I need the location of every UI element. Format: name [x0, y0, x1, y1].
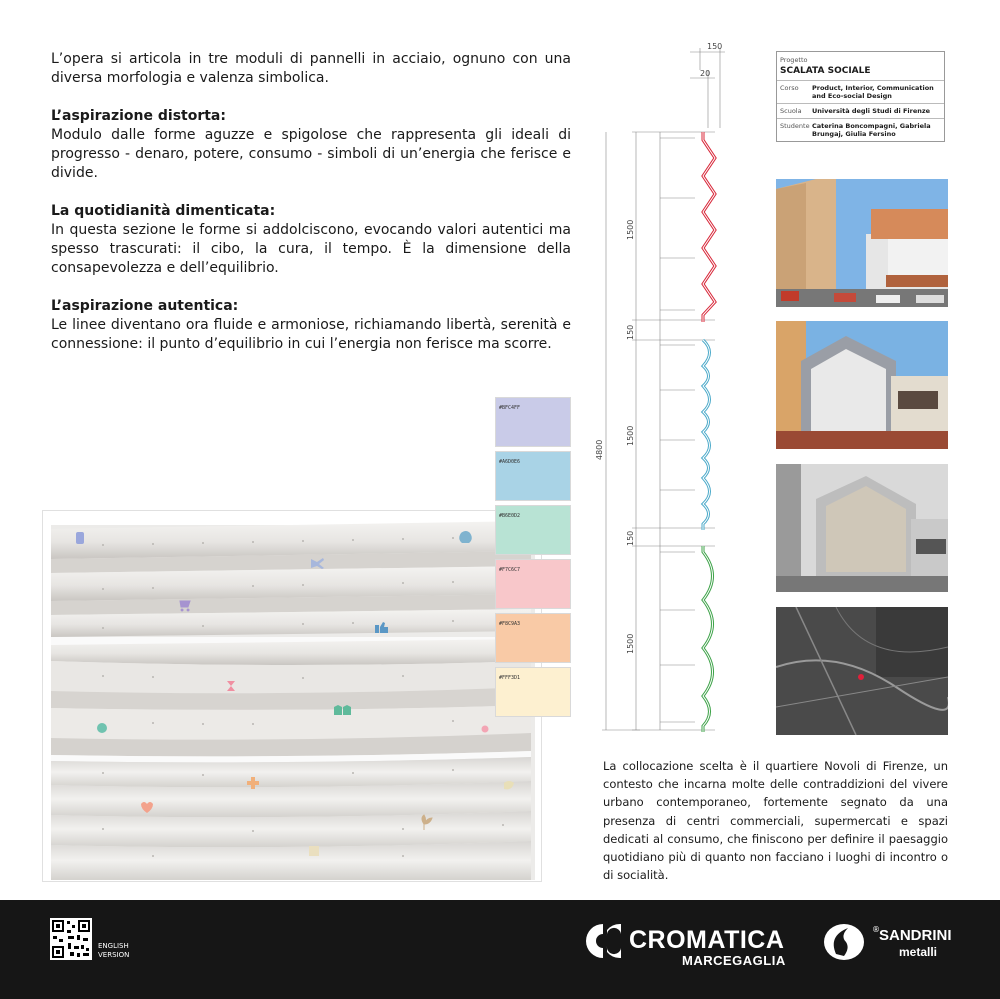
swatch-1-label: #BFC4FF	[499, 405, 521, 411]
intro-text	[51, 50, 571, 373]
dim-1500-bottom: 1500	[626, 633, 635, 654]
info-school	[777, 104, 944, 119]
photo-installation-day	[776, 321, 948, 449]
swatch-6-label: #FFF3D1	[499, 675, 521, 681]
qr-label-line-2: VERSION	[98, 951, 130, 959]
sandrini-mark-icon	[822, 922, 866, 962]
brain-icon	[97, 723, 107, 733]
location-description: La collocazione scelta è il quartiere Novoli di Firenze, un contesto che incarna molte delle contraddizioni del vivere urbano contemporaneo, fortemente segnato da una presenza di centri commerciali, supermercati e spazi dedicati al consumo, che finiscono per definire il paesaggio quotidiano più di quanto non facciano i luoghi di incontro o di socialità.	[603, 759, 948, 883]
sandrini-logo	[822, 922, 957, 967]
panel-render-image	[43, 511, 543, 883]
section-title-distorta: L’aspirazione distorta:	[51, 108, 226, 124]
footer	[0, 900, 1000, 999]
photo-street-view	[776, 179, 948, 307]
info-course-value: Product, Interior, Communication and Eco-social Design	[812, 84, 934, 100]
info-project	[777, 52, 944, 81]
info-project-key: Progetto	[780, 56, 808, 64]
section-title-autentica: L’aspirazione autentica:	[51, 298, 239, 314]
info-course-key: Corso	[780, 84, 799, 92]
dim-20: 20	[700, 69, 711, 78]
swatch-2-label: #A6D0E6	[499, 459, 521, 465]
project-info-box	[776, 51, 945, 142]
info-course	[777, 81, 944, 104]
section-title-quotidianita: La quotidianità dimenticata:	[51, 203, 276, 219]
swatch-4	[495, 559, 571, 609]
panel-render	[42, 510, 542, 882]
color-palette	[495, 397, 571, 721]
sandrini-registered: ®	[872, 925, 880, 934]
technical-section-drawing	[590, 40, 760, 740]
globe-icon	[309, 846, 319, 856]
info-school-key: Scuola	[780, 107, 802, 115]
section-body-autentica: Le linee diventano ora fluide e armoniose, richiamando libertà, serenità e connessione: il punto d’equilibrio in cui l’energia non ferisce ma scorre.	[51, 317, 571, 352]
swatch-2	[495, 451, 571, 501]
photo-map-aerial	[776, 607, 948, 735]
qr-code-icon[interactable]	[50, 918, 92, 960]
cromatica-name: CROMATICA	[629, 926, 785, 954]
swatch-6	[495, 667, 571, 717]
info-students	[777, 119, 944, 141]
dim-150-top: 150	[707, 42, 723, 51]
photo-installation-bw	[776, 464, 948, 592]
dim-150-gap-1: 150	[626, 324, 635, 340]
swatch-4-label: #F7C6C7	[499, 567, 521, 573]
dim-4800: 4800	[595, 439, 604, 460]
swatch-5	[495, 613, 571, 663]
cromatica-sub: MARCEGAGLIA	[682, 953, 786, 968]
swatch-5-label: #F8C9A3	[499, 621, 521, 627]
info-students-key: Studente	[780, 122, 810, 130]
swatch-3	[495, 505, 571, 555]
intro-lead: L’opera si articola in tre moduli di pannelli in acciaio, ognuno con una diversa morfologia e valenza simbolica.	[51, 51, 571, 86]
money-icon	[76, 532, 84, 544]
section-body-distorta: Modulo dalle forme aguzze e spigolose che rappresenta gli ideali di progresso - denaro, potere, consumo - simboli di un’energia che ferisce e divide.	[51, 127, 571, 181]
swatch-3-label: #B6E0D2	[499, 513, 521, 519]
cromatica-mark-icon	[585, 920, 627, 962]
flower-icon	[482, 726, 489, 733]
section-body-quotidianita: In questa sezione le forme si addolciscono, evocando valori autentici ma spesso trascurati: il cibo, la cura, il tempo. È la dimensione della consapevolezza e dell’equilibrio.	[51, 222, 571, 276]
info-students-value: Caterina Boncompagni, Gabriela Brungaj, Giulia Fersino	[812, 122, 931, 138]
dim-1500-top: 1500	[626, 219, 635, 240]
swatch-1	[495, 397, 571, 447]
cromatica-logo	[585, 920, 785, 970]
dim-1500-mid: 1500	[626, 425, 635, 446]
qr-label-line-1: ENGLISH	[98, 942, 129, 950]
location-pin-icon	[858, 674, 864, 680]
sandrini-sub: metalli	[899, 945, 938, 959]
qr-label	[98, 942, 129, 960]
info-school-value: Università degli Studi di Firenze	[812, 107, 931, 115]
info-project-value: SCALATA SOCIALE	[780, 66, 871, 76]
dim-150-gap-2: 150	[626, 530, 635, 546]
sandrini-name: SANDRINI	[879, 927, 952, 944]
